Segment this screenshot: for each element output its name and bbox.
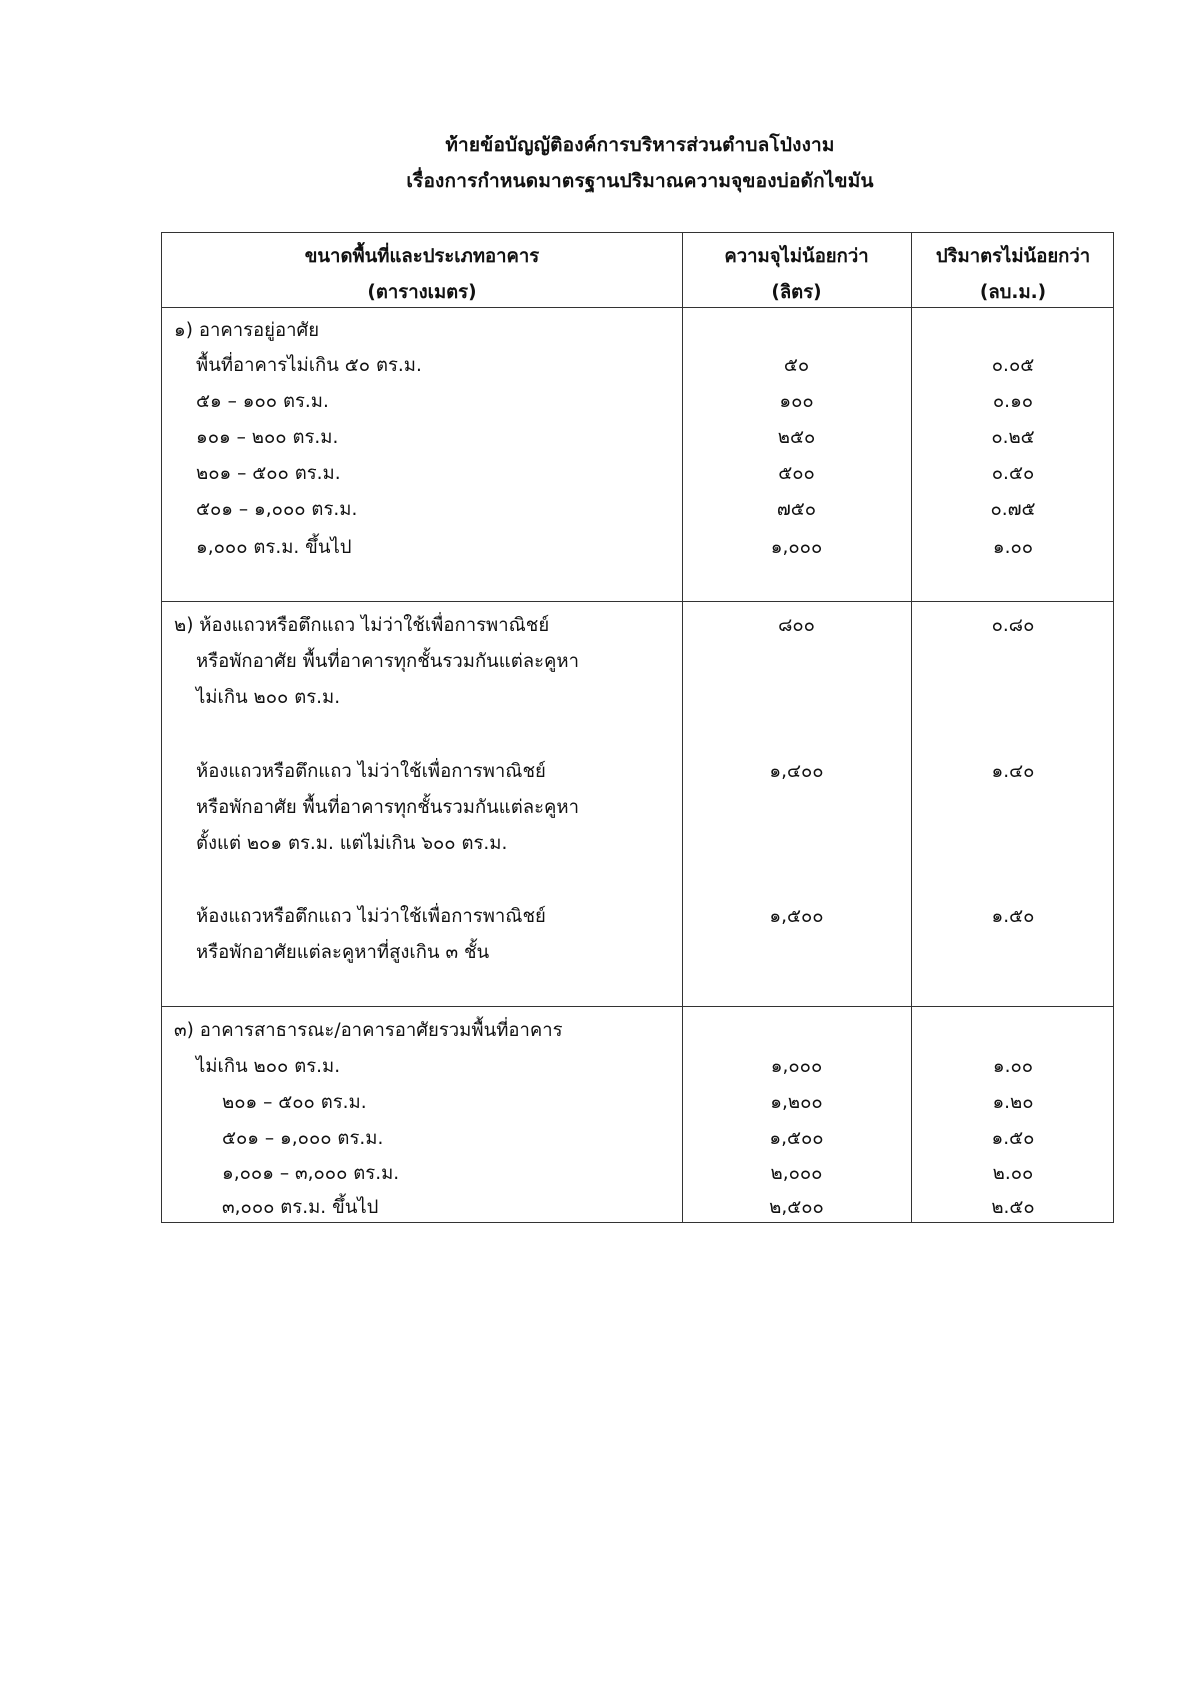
section-3-capacity: ๑,๐๐๐ — [770, 1056, 823, 1077]
section-2-entry-text: ห้องแถวหรือตึกแถว ไม่ว่าใช้เพื่อการพาณิชย์ — [196, 906, 546, 927]
section-1-volume: ๐.๕๐ — [991, 463, 1035, 484]
section-2-volume: ๐.๘๐ — [991, 615, 1035, 636]
section-3-area: ๑,๐๐๑ – ๓,๐๐๐ ตร.ม. — [222, 1163, 400, 1184]
section-2-entry-text: หรือพักอาศัยแต่ละคูหาที่สูงเกิน ๓ ชั้น — [196, 942, 490, 963]
section-1-capacity: ๗๕๐ — [776, 499, 817, 520]
section-1-area: ๑,๐๐๐ ตร.ม. ขึ้นไป — [196, 537, 352, 558]
section-2-entry-text: หรือพักอาศัย พื้นที่อาคารทุกชั้นรวมกันแต่ละคูหา — [196, 797, 579, 818]
section-2-entry-text: ไม่เกิน ๒๐๐ ตร.ม. — [196, 687, 341, 708]
section-3-volume: ๒.๕๐ — [991, 1197, 1035, 1218]
section-1-capacity: ๑๐๐ — [779, 391, 814, 412]
section-3-area: ๒๐๑ – ๕๐๐ ตร.ม. — [222, 1092, 367, 1113]
section-3-capacity: ๑,๒๐๐ — [770, 1092, 823, 1113]
section-3-area: ๓,๐๐๐ ตร.ม. ขึ้นไป — [222, 1197, 379, 1218]
section-1-area: ๕๐๑ – ๑,๐๐๐ ตร.ม. — [196, 499, 358, 520]
section-3-volume: ๑.๕๐ — [991, 1128, 1035, 1149]
section-1-capacity: ๕๐๐ — [778, 463, 815, 484]
grease-trap-standard-table — [161, 232, 1114, 1223]
section-1-area: ๒๐๑ – ๕๐๐ ตร.ม. — [196, 463, 341, 484]
section-1-volume: ๐.๒๕ — [991, 427, 1035, 448]
section-2-capacity: ๘๐๐ — [778, 615, 815, 636]
section-2-capacity: ๑,๔๐๐ — [769, 761, 824, 782]
section-1-volume: ๑.๐๐ — [992, 537, 1034, 558]
section-divider — [162, 601, 1113, 602]
section-1-capacity: ๒๕๐ — [777, 427, 816, 448]
header-volume: ปริมาตรไม่น้อยกว่า — [935, 246, 1091, 267]
section-2-volume: ๑.๕๐ — [991, 906, 1035, 927]
section-divider — [162, 1006, 1113, 1007]
header-capacity: ความจุไม่น้อยกว่า — [724, 246, 869, 267]
section-2-entry-text: ห้องแถวหรือตึกแถว ไม่ว่าใช้เพื่อการพาณิชย์ — [196, 761, 546, 782]
header-divider — [162, 307, 1113, 308]
section-3-volume: ๑.๒๐ — [992, 1092, 1034, 1113]
section-3-area: ๕๐๑ – ๑,๐๐๐ ตร.ม. — [222, 1128, 384, 1149]
section-2-entry-text: ตั้งแต่ ๒๐๑ ตร.ม. แต่ไม่เกิน ๖๐๐ ตร.ม. — [196, 833, 508, 854]
section-1-capacity: ๑,๐๐๐ — [770, 537, 823, 558]
section-3-area: ไม่เกิน ๒๐๐ ตร.ม. — [196, 1056, 341, 1077]
section-1-volume: ๐.๑๐ — [992, 391, 1034, 412]
section-3-capacity: ๒,๐๐๐ — [770, 1163, 823, 1184]
section-1-volume: ๐.๗๕ — [990, 499, 1036, 520]
section-1-area: ๕๑ – ๑๐๐ ตร.ม. — [196, 391, 329, 412]
section-2-entry-text: ๒) ห้องแถวหรือตึกแถว ไม่ว่าใช้เพื่อการพาณิชย์ — [174, 615, 550, 636]
section-3-volume: ๑.๐๐ — [992, 1056, 1034, 1077]
document-title-line-1: ท้ายข้อบัญญัติองค์การบริหารส่วนตำบลโป่งงาม — [445, 134, 835, 156]
section-1-area: พื้นที่อาคารไม่เกิน ๕๐ ตร.ม. — [196, 355, 422, 376]
header-area-unit: (ตารางเมตร) — [367, 282, 477, 303]
section-3-heading: ๓) อาคารสาธารณะ/อาคารอาศัยรวมพื้นที่อาคาร — [174, 1020, 563, 1041]
section-1-capacity: ๕๐ — [783, 355, 810, 376]
section-1-volume: ๐.๐๕ — [991, 355, 1035, 376]
section-1-heading: ๑) อาคารอยู่อาศัย — [174, 320, 320, 341]
header-area-type: ขนาดพื้นที่และประเภทอาคาร — [304, 246, 540, 267]
document-title-line-2: เรื่องการกำหนดมาตรฐานปริมาณความจุของบ่อดักไขมัน — [406, 170, 874, 192]
section-3-volume: ๒.๐๐ — [992, 1163, 1034, 1184]
section-1-area: ๑๐๑ – ๒๐๐ ตร.ม. — [196, 427, 339, 448]
section-3-capacity: ๒,๕๐๐ — [769, 1197, 824, 1218]
header-capacity-unit: (ลิตร) — [771, 282, 822, 303]
section-3-capacity: ๑,๕๐๐ — [769, 1128, 824, 1149]
section-2-capacity: ๑,๕๐๐ — [769, 906, 824, 927]
section-2-entry-text: หรือพักอาศัย พื้นที่อาคารทุกชั้นรวมกันแต่ละคูหา — [196, 651, 579, 672]
header-volume-unit: (ลบ.ม.) — [979, 282, 1047, 303]
section-2-volume: ๑.๔๐ — [991, 761, 1035, 782]
